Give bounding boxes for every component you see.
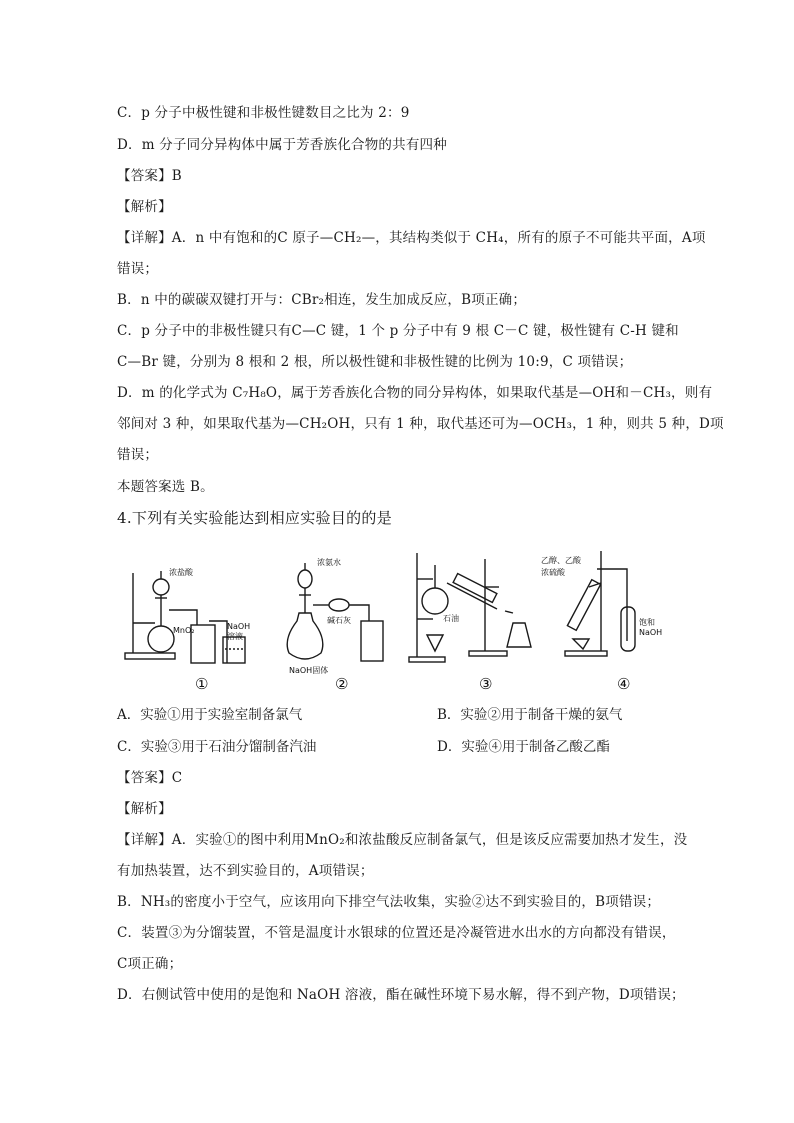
- q4-detail-d: D．右侧试管中使用的是饱和 NaOH 溶液，酯在碱性环境下易水解，得不到产物，D项错误；: [117, 987, 685, 1003]
- q3-detail-c-line1: C．p 分子中的非极性键只有C—C 键，1 个 p 分子中有 9 根 C－C 键，极性键有 C-H 键和: [117, 323, 679, 339]
- q3-detail-d-line1: D．m 的化学式为 C₇H₈O，属于芳香族化合物的同分异构体，如果取代基是—OH和－CH₃，则有: [117, 385, 713, 401]
- apparatus-figure: [117, 543, 677, 693]
- q4-option-d: D．实验④用于制备乙酸乙酯: [437, 739, 610, 755]
- q3-detail-d-line3: 错误；: [117, 447, 159, 463]
- label-apparatus-4: ④: [617, 675, 631, 693]
- label-apparatus-2: ②: [335, 675, 349, 693]
- label-naoh-4: NaOH: [639, 628, 663, 637]
- label-apparatus-1: ①: [195, 675, 209, 693]
- label-petroleum: 石油: [443, 614, 459, 623]
- apparatus-3: [409, 553, 531, 662]
- q4-option-a: A．实验①用于实验室制备氯气: [117, 707, 303, 723]
- q4-analysis-label: 【解析】: [117, 801, 172, 817]
- q3-detail-d-line2: 邻间对 3 种，如果取代基为—CH₂OH，只有 1 种，取代基还可为—OCH₃，1 种，则共 5 种，D项: [117, 416, 724, 432]
- q3-detail-a-line1: 【详解】A．n 中有饱和的C 原子—CH₂—，其结构类似于 CH₄，所有的原子不可能共平面，A项: [117, 230, 706, 246]
- q3-option-d: D．m 分子同分异构体中属于芳香族化合物的共有四种: [117, 137, 447, 153]
- label-conc-hcl: 浓盐酸: [169, 568, 193, 577]
- q3-detail-a-line2: 错误；: [117, 261, 159, 277]
- label-ethanol-acetic-acid: 乙醇、乙酸: [541, 556, 581, 565]
- q3-analysis-label: 【解析】: [117, 199, 172, 215]
- q4-option-c: C．实验③用于石油分馏制备汽油: [117, 739, 317, 755]
- apparatus-drawing: [117, 543, 677, 693]
- q3-detail-c-line2: C—Br 键，分别为 8 根和 2 根，所以极性键和非极性键的比例为 10:9，C 项错误；: [117, 354, 633, 370]
- label-saturated: 饱和: [639, 618, 655, 627]
- q4-stem: 4.下列有关实验能达到相应实验目的的是: [117, 509, 393, 527]
- q4-detail-b: B．NH₃的密度小于空气，应该用向下排空气法收集，实验②达不到实验目的，B项错误；: [117, 894, 661, 910]
- apparatus-4: [565, 551, 635, 656]
- label-naoh-1: NaOH: [227, 622, 251, 631]
- q4-detail-c-line2: C项正确；: [117, 956, 183, 972]
- q4-option-b: B．实验②用于制备干燥的氨气: [437, 707, 623, 723]
- q3-option-c: C．p 分子中极性键和非极性键数目之比为 2：9: [117, 105, 410, 121]
- q3-conclusion: 本题答案选 B。: [117, 479, 214, 495]
- label-conc-ammonia: 浓氨水: [317, 558, 341, 567]
- q3-answer: 【答案】B: [117, 168, 182, 184]
- q4-detail-a-line1: 【详解】A．实验①的图中利用MnO₂和浓盐酸反应制备氯气，但是该反应需要加热才发生，没: [117, 832, 688, 848]
- q3-detail-b: B．n 中的碳碳双键打开与：CBr₂相连，发生加成反应，B项正确；: [117, 292, 527, 308]
- label-apparatus-3: ③: [479, 675, 493, 693]
- apparatus-2: [287, 563, 383, 661]
- label-naoh-solid: NaOH固体: [289, 666, 329, 675]
- label-soda-lime: 碱石灰: [327, 616, 351, 625]
- label-mno2: MnO₂: [173, 626, 195, 635]
- label-conc-h2so4: 浓硫酸: [541, 568, 565, 577]
- q4-detail-a-line2: 有加热装置，达不到实验目的，A项错误；: [117, 863, 374, 879]
- label-naoh-solution: 溶液: [227, 632, 243, 641]
- q4-detail-c-line1: C．装置③为分馏装置，不管是温度计水银球的位置还是冷凝管进水出水的方向都没有错误，: [117, 925, 676, 941]
- apparatus-1: [125, 571, 245, 663]
- q4-answer: 【答案】C: [117, 770, 183, 786]
